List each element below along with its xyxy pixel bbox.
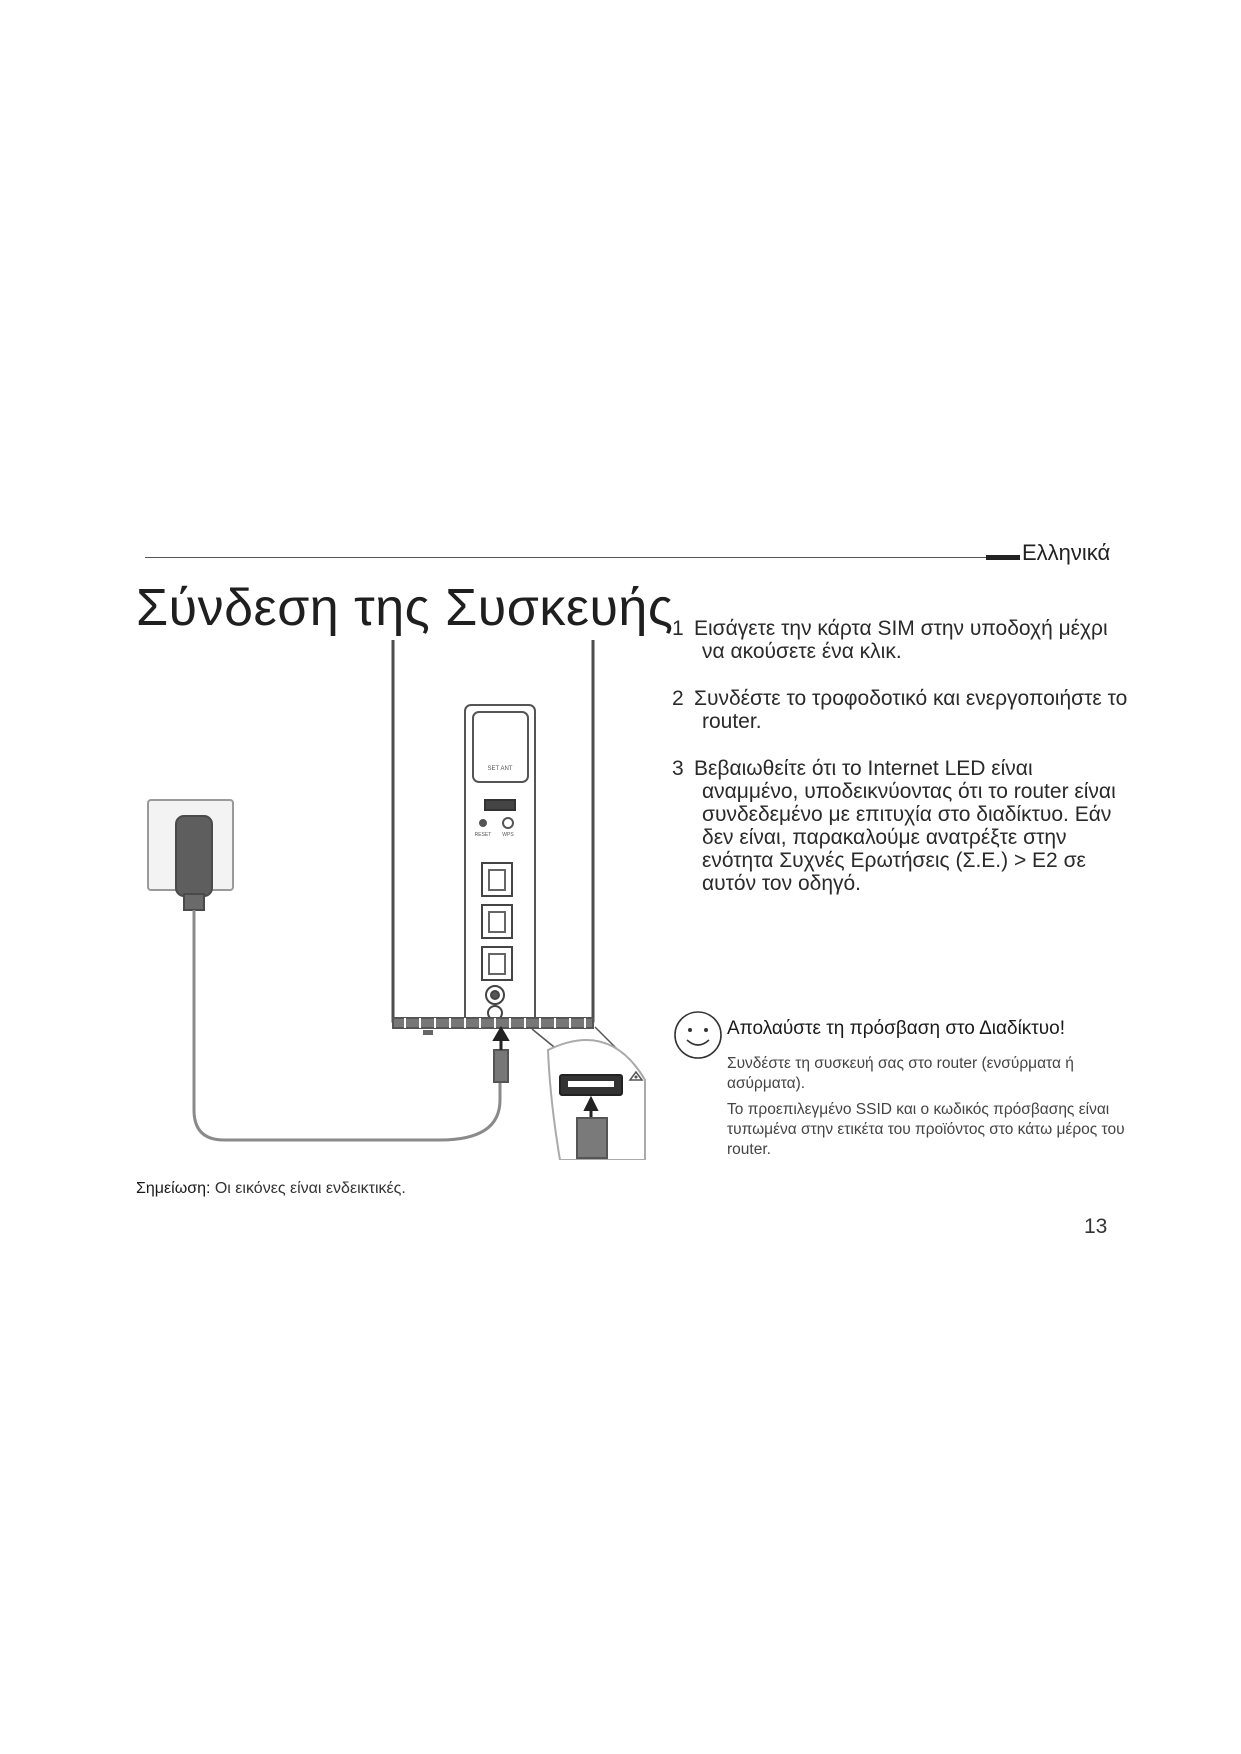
step-number: 1 <box>672 617 684 640</box>
header-rule-marker <box>986 555 1020 560</box>
reset-label: RESET <box>474 832 492 838</box>
sim-card <box>577 1118 607 1158</box>
reset-button <box>480 820 486 826</box>
enjoy-info <box>727 1054 1127 1166</box>
step-text: Συνδέστε το τροφοδοτικό και ενεργοποιήστε το router. <box>694 687 1128 733</box>
header-rule <box>145 557 990 558</box>
step-text: Βεβαιωθείτε ότι το Internet LED είναι αναμμένο, υποδεικνύοντας ότι το router είναι συνδεδεμένο με επιτυχία στο διαδίκτυο. Εάν δεν είναι, παρακαλούμε ανατρέξτε στην ενότητα Συχνές Ερωτήσεις (Σ.Ε.) > Ε2 σε αυτόν τον οδηγό. <box>694 757 1116 895</box>
wps-label: WPS <box>502 832 514 838</box>
note-label: Σημείωση: <box>136 1180 211 1197</box>
note-text: Οι εικόνες είναι ενδεικτικές. <box>210 1180 406 1197</box>
note <box>136 1180 406 1198</box>
page-title: Σύνδεση της Συσκευής <box>136 579 674 637</box>
router-connection-illustration <box>140 640 660 1160</box>
enjoy-line-1: Συνδέστε τη συσκευή σας στο router (ενσύρματα ή ασύρματα). <box>727 1055 1074 1092</box>
language-label: Ελληνικά <box>1022 540 1111 565</box>
router-base <box>393 1018 593 1028</box>
enjoy-line-2: Το προεπιλεγμένο SSID και ο κωδικός πρόσβασης είναι τυπωμένα στην ετικέτα του προϊόντος στο κάτω μέρος του router. <box>727 1101 1125 1158</box>
page-number: 13 <box>1084 1215 1108 1238</box>
step-number: 3 <box>672 757 684 780</box>
step-item <box>672 687 1132 733</box>
panel-label: SET ANT <box>487 766 513 772</box>
step-text: Εισάγετε την κάρτα SIM στην υποδοχή μέχρι να ακούσετε ένα κλικ. <box>694 617 1108 663</box>
smiley-icon <box>673 1010 723 1060</box>
step-number: 2 <box>672 687 684 710</box>
wps-button <box>503 818 513 828</box>
power-plug <box>494 1050 508 1082</box>
step-item <box>672 617 1132 663</box>
step-list <box>672 617 1132 919</box>
enjoy-heading: Απολαύστε τη πρόσβαση στο Διαδίκτυο! <box>727 1018 1066 1039</box>
step-item <box>672 757 1132 895</box>
power-adapter <box>176 816 212 896</box>
